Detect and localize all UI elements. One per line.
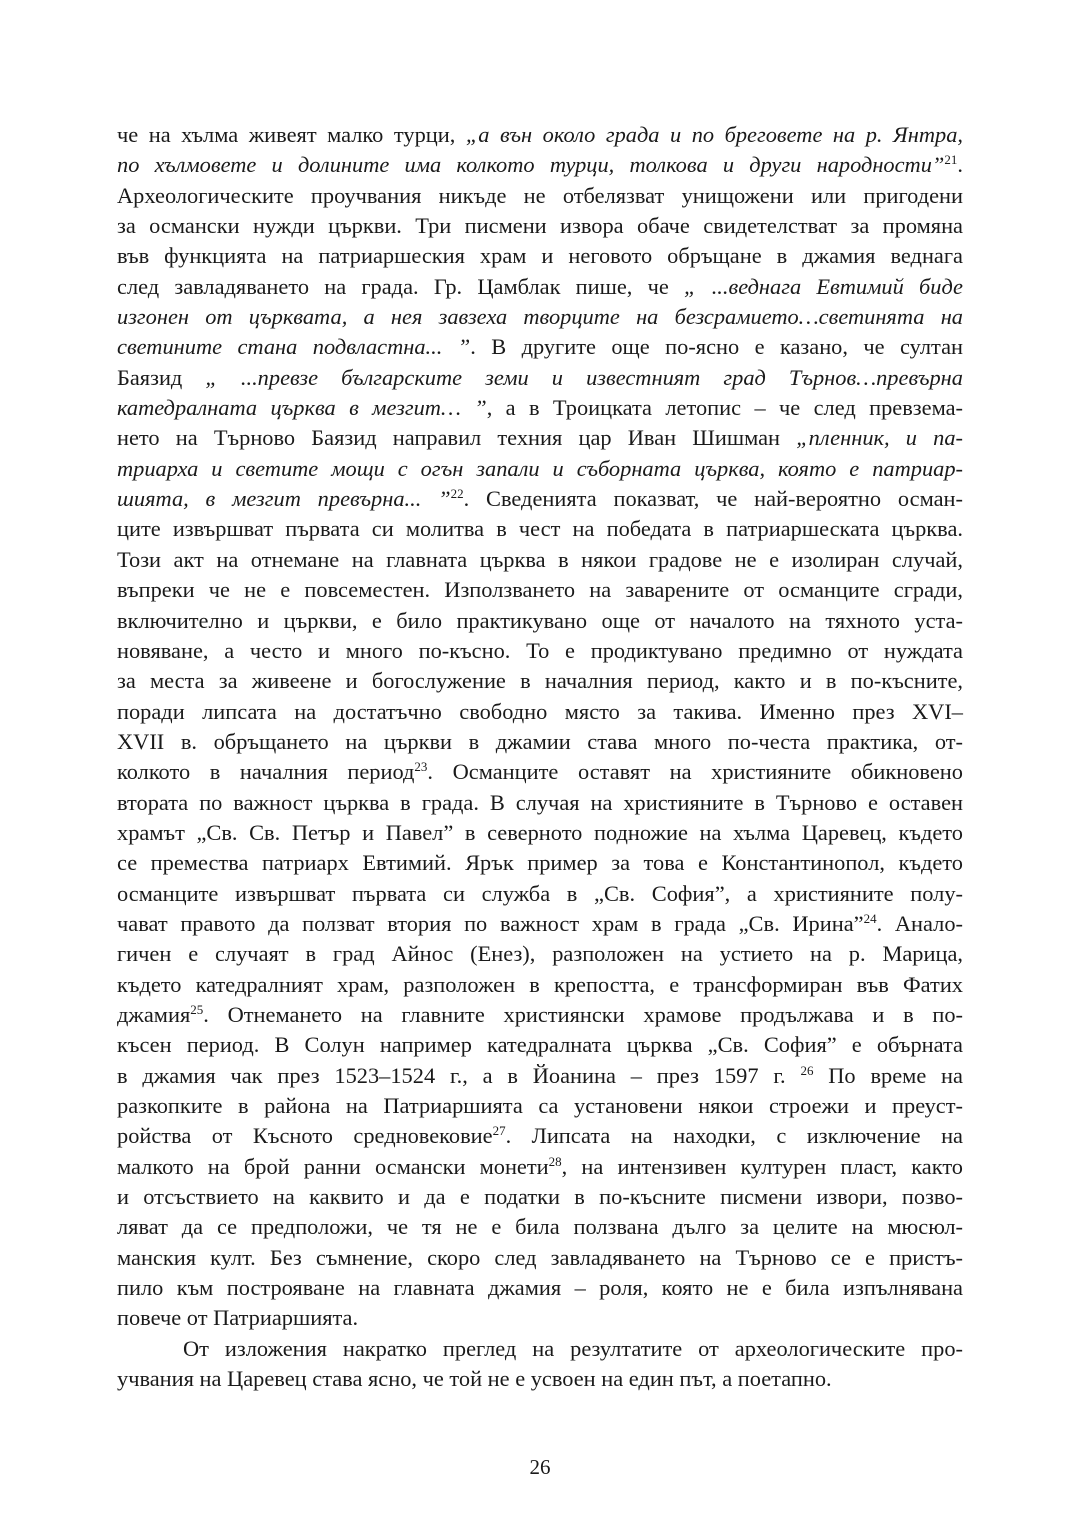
text-line (117, 1273, 963, 1303)
text-line (117, 879, 963, 909)
text-line (117, 697, 963, 727)
text-line (117, 332, 963, 362)
text-span: включително и църкви, е било практикувано още от началото на тяхното уста- (117, 607, 963, 633)
text-span: манския култ. Без съмнение, скоро след завладяването на Търново се е пристъ- (117, 1244, 963, 1270)
text-span: , на интензивен културен пласт, както (561, 1153, 964, 1179)
text-line (117, 120, 963, 150)
text-line (117, 1152, 963, 1182)
text-span: ците извършват първата си молитва в чест на победата в патриаршеската църква. (117, 516, 963, 542)
text-line (117, 727, 963, 757)
text-line (117, 454, 963, 484)
text-line (117, 150, 963, 180)
text-span: за места за живеене и богослужение в началния период, както и в по-късните, (117, 668, 963, 694)
text-line (117, 393, 963, 423)
text-span: . (957, 152, 963, 178)
quote-italic: по хълмовете и долините има колкото турци, толкова и други народности” (117, 152, 945, 178)
text-line (117, 1091, 963, 1121)
text-span: малкото на брой ранни османски монети (117, 1153, 549, 1179)
text-line (117, 545, 963, 575)
quote-italic: „а вън около града и по бреговете на р. Янтра, (465, 122, 963, 147)
text-span: където катедралният храм, разположен в крепостта, е трансформиран във Фатих (117, 971, 963, 997)
text-span: във функцията на патриаршеския храм и неговото обръщане в джамия веднага (117, 243, 963, 269)
text-span: въпреки че не е повсеместен. Използването на заварените от османците сгради, (117, 577, 963, 603)
text-span: XVII в. обръщането на църкви в джамии става много по-честа практика, от- (117, 728, 963, 754)
footnote-ref: 26 (800, 1062, 814, 1078)
quote-italic: шията, в мезгит превърна... ” (117, 486, 451, 512)
footnote-ref: 22 (450, 486, 464, 502)
text-line (117, 818, 963, 848)
text-line (117, 363, 963, 393)
text-span: се премества патриарх Евтимий. Ярък пример за това е Константинопол, където (117, 850, 963, 876)
text-span: . В другите още по-ясно е казано, че султан (470, 334, 963, 360)
text-span: храмът „Св. Св. Петър и Павел” в северното подножие на хълма Царевец, където (117, 819, 963, 845)
text-span: . Отнемането на главните християнски храмове продължава и в по- (203, 1001, 963, 1027)
text-span: поради липсата на достатъчно свободно място за такива. Именно през XVI– (117, 698, 963, 724)
text-span: късен период. В Солун например катедралната църква „Св. София” е обърната (117, 1032, 963, 1058)
text-span: османците извършват първата си служба в „Св. София”, а християните полу- (117, 880, 963, 906)
text-line (117, 606, 963, 636)
text-line (117, 1212, 963, 1242)
text-span: и отсъствието на каквито и да е податки в по-късните писмени извори, позво- (117, 1184, 963, 1210)
text-span: ройства от Късното средновековие (117, 1123, 493, 1149)
text-line (117, 1243, 963, 1273)
page-body (117, 120, 963, 1394)
footnote-ref: 28 (548, 1153, 562, 1169)
footnote-ref: 23 (414, 759, 428, 775)
footnote-ref: 24 (863, 910, 877, 926)
text-span: колкото в началния период (117, 759, 415, 785)
text-line (117, 514, 963, 544)
text-line (117, 848, 963, 878)
text-line (117, 1061, 963, 1091)
text-span: . Анало- (876, 910, 963, 936)
page-number: 26 (529, 1455, 551, 1479)
text-span: новяване, а често и много по-късно. То е продиктувано предимно от нуждата (117, 637, 963, 663)
text-span: нето на Търново Баязид направил техния цар Иван Шишман (117, 425, 797, 451)
text-line (117, 575, 963, 605)
text-line (117, 272, 963, 302)
text-span: гичен е случаят в град Айнос (Енез), разположен на устието на р. Марица, (117, 941, 963, 967)
quote-italic: изгонен от църквата, а нея завзеха творците на безсрамието…светинята на (117, 304, 963, 330)
text-span: Този акт на отнемане на главната църква в някои градове не е изолиран случай, (117, 546, 963, 572)
text-span: втората по важност църква в града. В случая на християните в Търново е оставен (117, 789, 963, 815)
text-span: . Липсата на находки, с изключение на (505, 1123, 963, 1149)
quote-italic: светините стана подвластна... ” (117, 334, 471, 360)
text-span: . Османците оставят на християните обикновено (427, 759, 963, 785)
text-span: учвания на Царевец става ясно, че той не е усвоен на един път, а поетапно. (117, 1366, 832, 1392)
text-line (117, 939, 963, 969)
text-line (117, 211, 963, 241)
text-line (117, 181, 963, 211)
text-span: , а в Троицката летопис – че след превзема- (486, 395, 963, 421)
text-line (117, 757, 963, 787)
text-line (117, 241, 963, 271)
text-line (117, 1000, 963, 1030)
text-span: повече от Патриаршията. (117, 1305, 359, 1331)
footnote-ref: 27 (492, 1123, 506, 1139)
text-span: . Сведенията показват, че най-вероятно осман- (463, 486, 963, 512)
text-line (117, 788, 963, 818)
text-span: По време на (813, 1062, 963, 1088)
text-span: чават правото да ползват втория по важност храм в града „Св. Ирина” (117, 910, 864, 936)
text-line (117, 484, 963, 514)
text-line (117, 909, 963, 939)
text-span: разкопките в района на Патриаршията са установени някои строежи и преуст- (117, 1093, 963, 1118)
quote-italic: „ ...веднага Евтимий биде (684, 273, 963, 299)
text-line (117, 970, 963, 1000)
text-line (117, 302, 963, 332)
text-line (117, 1303, 963, 1333)
text-line (117, 1334, 963, 1364)
text-line (117, 636, 963, 666)
text-line (117, 1182, 963, 1212)
text-span: джамия (117, 1001, 191, 1027)
quote-italic: „пленник, и па- (796, 425, 963, 451)
text-span: ляват да се предположи, че тя не е била ползвана дълго за целите на мюсюл- (117, 1214, 963, 1240)
text-line (117, 1364, 963, 1394)
text-span: пило към построяване на главната джамия – роля, която не е била изпълнявана (117, 1275, 963, 1301)
quote-italic: катедралната църква в мезгит… ” (117, 395, 487, 421)
text-span: след завладяването на града. Гр. Цамблак пише, че (117, 273, 685, 299)
text-line (117, 423, 963, 453)
text-line (117, 1030, 963, 1060)
quote-italic: „ ...превзе българските земи и известният град Търнов…превърна (205, 364, 963, 390)
text-span: Археологическите проучвания никъде не отбелязват унищожени или пригодени (117, 182, 963, 208)
text-line (117, 666, 963, 696)
text-span: От изложения накратко преглед на резултатите от археологическите про- (183, 1335, 963, 1361)
text-span: в джамия чак през 1523–1524 г., а в Йоанина – през 1597 г. (117, 1062, 801, 1088)
text-line (117, 1121, 963, 1151)
footnote-ref: 25 (190, 1001, 204, 1017)
text-span: че на хълма живеят малко турци, (117, 122, 466, 147)
footnote-ref: 21 (944, 152, 958, 168)
text-span: Баязид (117, 364, 206, 390)
text-span: за османски нужди църкви. Три писмени извора обаче свидетелстват за промяна (117, 213, 963, 239)
quote-italic: триарха и светите мощи с огън запали и съборната църква, която е патриар- (117, 455, 963, 481)
